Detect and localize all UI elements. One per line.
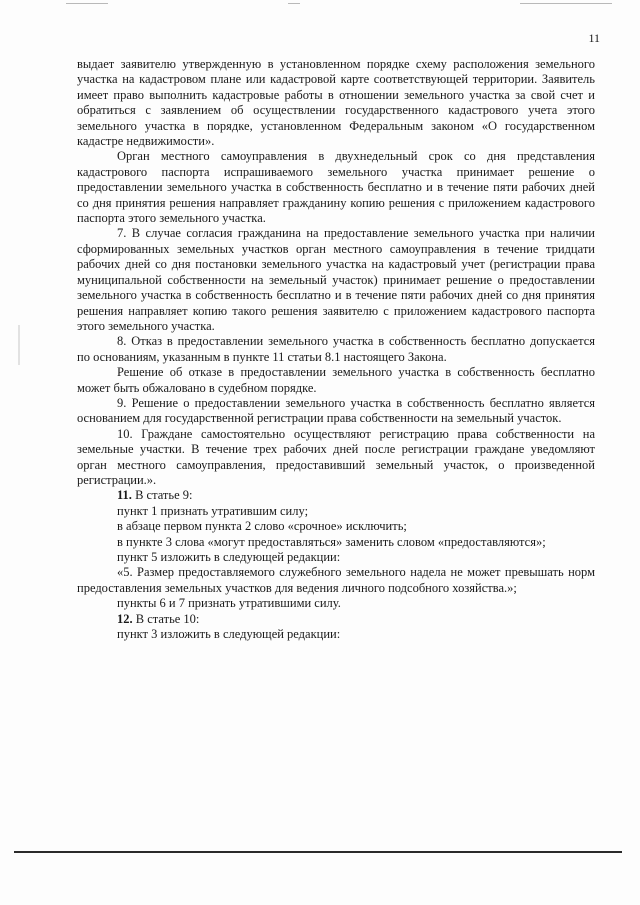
- paragraph: выдает заявителю утвержденную в установленном порядке схему расположения земельного участка на кадастровом плане или кадастровой карте соответствующей территории. Заявитель имеет право выполнить кадастровые работы в отношении земельного участка за свой счет и обратиться с заявлением об осуществлении государственного кадастрового учета этого земельного участка в порядке, установленном Федеральным законом «О государственном кадастре недвижимости».: [77, 57, 595, 149]
- paragraph: пункты 6 и 7 признать утратившими силу.: [117, 596, 341, 611]
- paragraph: в абзаце первом пункта 2 слово «срочное» исключить;: [117, 519, 407, 534]
- footer-rule: [14, 851, 622, 853]
- paragraph: пункт 3 изложить в следующей редакции:: [117, 627, 341, 642]
- document-body: [77, 57, 595, 642]
- page-number: 11: [588, 31, 600, 45]
- paragraph: 10. Граждане самостоятельно осуществляют регистрацию права собственности на земельные участки. В течение трех рабочих дней после регистрации граждане уведомляют орган местного самоуправления, предоставивший земельный участок, о произведенной регистрации.».: [77, 426, 595, 487]
- scan-margin-mark: [18, 325, 20, 365]
- paragraph: Орган местного самоуправления в двухнедельный срок со дня представления кадастрового паспорта испрашиваемого земельного участка принимает решение о предоставлении земельного участка в собственность бесплатно и в течение пяти рабочих дней со дня принятия решения направляет гражданину копию решения с приложением кадастрового паспорта этого земельного участка.: [77, 149, 595, 226]
- item-number: 12.: [117, 611, 133, 626]
- paragraph: «5. Размер предоставляемого служебного земельного надела не может превышать норм предоставления земельных участков для ведения личного подсобного хозяйства.»;: [77, 565, 595, 595]
- paragraph: пункт 5 изложить в следующей редакции:: [117, 550, 341, 564]
- paragraph: 9. Решение о предоставлении земельного участка в собственность бесплатно является основанием для государственной регистрации права собственности на земельный участок.: [77, 395, 595, 426]
- scan-edge-marks: [0, 0, 640, 12]
- paragraph: Решение об отказе в предоставлении земельного участка в собственность бесплатно может быть обжаловано в судебном порядке.: [77, 365, 595, 395]
- item-number: 11.: [117, 488, 132, 503]
- paragraph: 7. В случае согласия гражданина на предоставление земельного участка при наличии сформированных земельных участков орган местного самоуправления в течение тридцати рабочих дней со дня постановки земельного участка на кадастровый учет (регистрации права муниципальной собственности на земельный участок) принимает решение о предоставлении земельного участка в собственность бесплатно и в течение пяти рабочих дней со дня принятия решения направляет копию такого решения заявителю с приложением кадастрового паспорта этого земельного участка.: [77, 226, 595, 333]
- paragraph: пункт 1 признать утратившим силу;: [117, 503, 309, 518]
- paragraph: 12. В статье 10:: [117, 611, 200, 626]
- paragraph: 8. Отказ в предоставлении земельного участка в собственность бесплатно допускается по основаниям, указанным в пункте 11 статьи 8.1 настоящего Закона.: [77, 334, 595, 364]
- paragraph: в пункте 3 слова «могут предоставляться» заменить словом «предоставляются»;: [117, 534, 546, 549]
- paragraph: 11. В статье 9:: [117, 488, 193, 503]
